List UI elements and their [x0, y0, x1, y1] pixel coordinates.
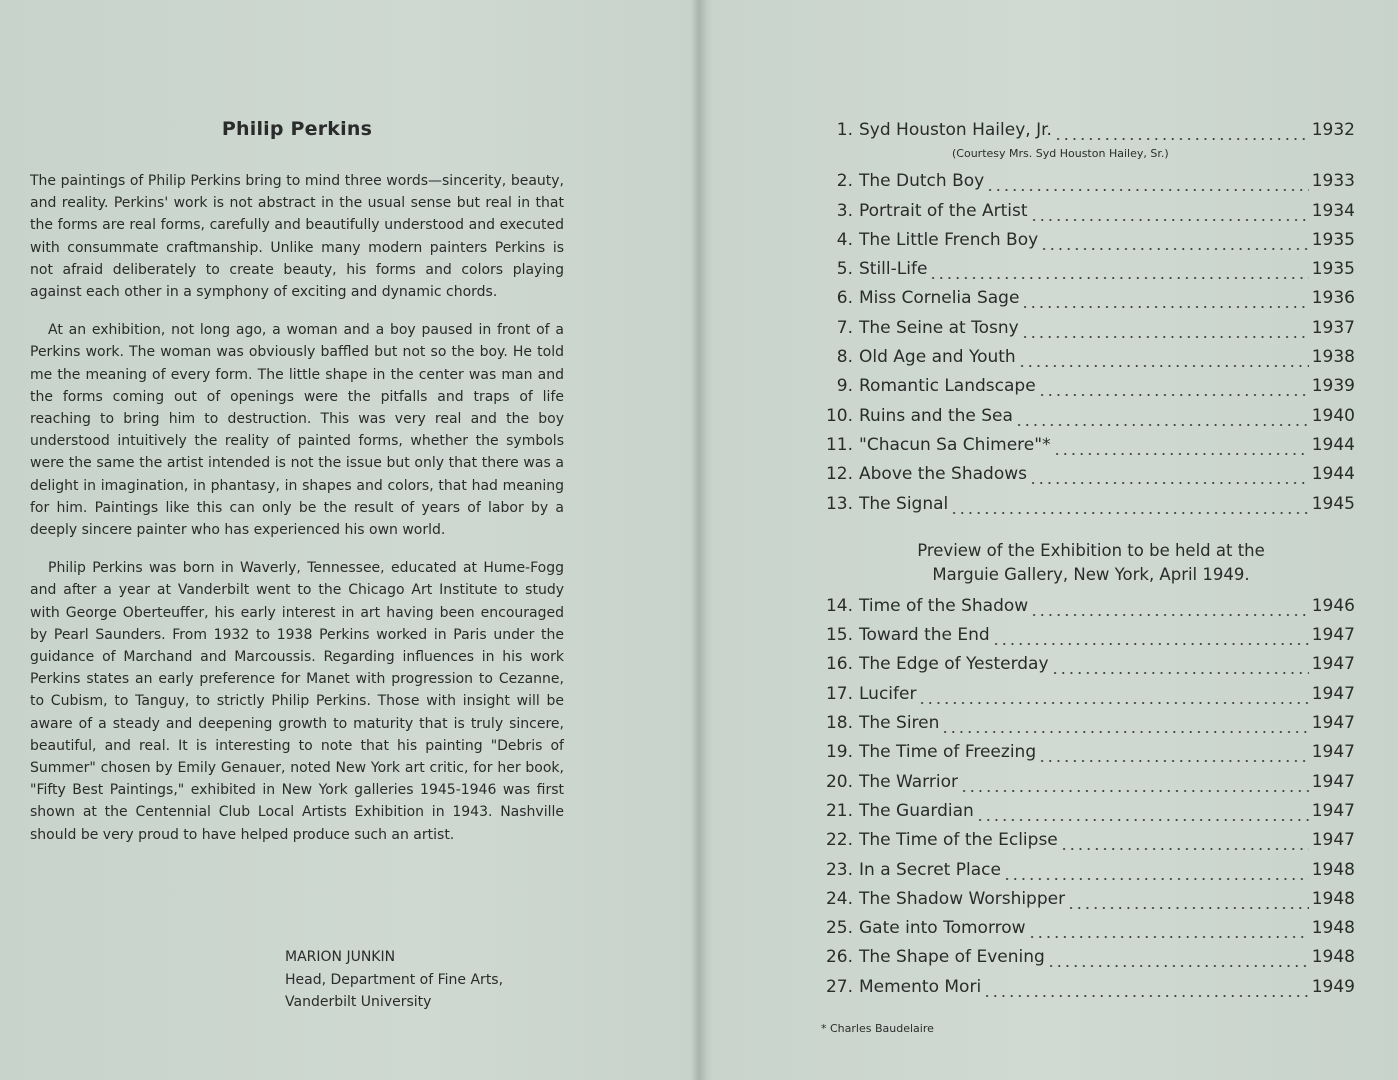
work-number: 15. [825, 625, 853, 646]
signature-name: MARION JUNKIN [285, 949, 396, 965]
work-number: 2. [836, 171, 853, 192]
work-number: 5. [836, 259, 853, 280]
work-title: Time of the Shadow [859, 595, 1029, 616]
work-number: 20. [825, 771, 853, 792]
work-title: Ruins and the Sea [859, 405, 1013, 426]
paragraph-anecdote: At an exhibition, not long ago, a woman and a boy paused in front of a Perkins work. The woman was obviously baffled but not so the boy. He told me the meaning of every form. The little shape in the center was man and the forms coming out of openings were the pitfalls and traps of life reaching to bring him to destruction. This was very real and the boy understood intuitively the reality of painted forms, whether the symbols were the same the artist intended is not the issue but only that there was a delight in imagination, in phantasy, in shapes and colors, that had meaning for him. Paintings like this can only be the result of years of labor by a deeply sincere painter who has experienced his own world. [30, 322, 564, 539]
work-year: 1947 [1311, 830, 1355, 851]
work-year: 1947 [1311, 683, 1355, 704]
paragraph-intro: The paintings of Philip Perkins bring to mind three words—sincerity, beauty, and reality. Perkins' work is not abstract in the usual sense but real in that the forms are real forms, carefully and beautifully understood and executed with consummate craftmanship. Unlike many modern painters Perkins is not afraid deliberately to create beauty, his forms and colors playing against each other in a symphony of exciting and dynamic chords. [30, 173, 564, 301]
list-item [817, 709, 1355, 738]
dot-leader [983, 973, 1309, 1002]
work-title: In a Secret Place [859, 859, 1001, 880]
list-item [817, 650, 1355, 679]
work-number: 6. [836, 288, 853, 309]
signature-block [285, 946, 503, 1014]
dot-leader [950, 490, 1309, 519]
dot-leader [1021, 314, 1309, 343]
work-year: 1933 [1311, 171, 1355, 192]
right-page [817, 116, 1355, 1035]
work-title: The Signal [859, 493, 949, 514]
work-year: 1939 [1311, 376, 1355, 397]
work-title: Romantic Landscape [859, 376, 1036, 397]
work-title: The Warrior [859, 771, 958, 792]
list-item [817, 914, 1355, 943]
dot-leader [1053, 431, 1309, 460]
footnote: * Charles Baudelaire [821, 1022, 934, 1036]
work-title: The Time of the Eclipse [859, 830, 1058, 851]
signature-role: Head, Department of Fine Arts, [285, 971, 504, 988]
work-title: Portrait of the Artist [859, 200, 1028, 221]
work-year: 1947 [1311, 625, 1355, 646]
work-title: Toward the End [859, 625, 990, 646]
list-item [817, 680, 1355, 709]
list-item [817, 943, 1355, 972]
work-number: 12. [825, 464, 853, 485]
list-item [817, 768, 1355, 797]
list-item [817, 738, 1355, 767]
list-item [817, 314, 1355, 343]
list-item [817, 973, 1355, 1002]
work-number: 27. [825, 976, 853, 997]
list-item [817, 885, 1355, 914]
work-title: The Time of Freezing [859, 742, 1037, 763]
dot-leader [1029, 460, 1309, 489]
work-year: 1935 [1311, 229, 1355, 250]
work-number: 21. [825, 800, 853, 821]
work-title: Memento Mori [859, 976, 982, 997]
work-title: The Guardian [859, 800, 974, 821]
dot-leader [1054, 116, 1309, 145]
dot-leader [918, 680, 1309, 709]
dot-leader [976, 797, 1309, 826]
list-item [817, 255, 1355, 284]
work-year: 1945 [1311, 493, 1355, 514]
works-list-a [817, 116, 1355, 519]
list-item [817, 116, 1355, 145]
dot-leader [1040, 226, 1309, 255]
work-number: 17. [825, 683, 853, 704]
work-year: 1948 [1311, 918, 1355, 939]
work-number: 24. [825, 888, 853, 909]
work-number: 26. [825, 947, 853, 968]
list-item [817, 460, 1355, 489]
work-year: 1935 [1311, 259, 1355, 280]
work-year: 1947 [1311, 713, 1355, 734]
work-year: 1944 [1311, 464, 1355, 485]
work-title: The Seine at Tosny [859, 317, 1019, 338]
dot-leader [986, 167, 1309, 196]
work-number: 25. [825, 918, 853, 939]
work-title: The Edge of Yesterday [859, 654, 1049, 675]
work-title: "Chacun Sa Chimere"* [859, 434, 1051, 455]
work-number: 1. [836, 120, 853, 140]
work-year: 1937 [1311, 317, 1355, 338]
work-number: 18. [825, 713, 853, 734]
work-number: 19. [825, 742, 853, 763]
work-number: 23. [825, 859, 853, 880]
list-item [817, 343, 1355, 372]
list-item [817, 592, 1355, 621]
dot-leader [1003, 856, 1309, 885]
work-year: 1947 [1311, 800, 1355, 821]
dot-leader [1051, 650, 1309, 679]
work-title: The Dutch Boy [859, 171, 985, 192]
work-year: 1949 [1311, 976, 1355, 997]
list-item [817, 490, 1355, 519]
dot-leader [1067, 885, 1309, 914]
dot-leader [1047, 943, 1309, 972]
work-year: 1948 [1311, 947, 1355, 968]
work-title: Still-Life [859, 259, 928, 280]
preview-heading [827, 539, 1355, 587]
work-year: 1947 [1311, 742, 1355, 763]
dot-leader [1021, 284, 1309, 313]
dot-leader [1030, 592, 1309, 621]
work-year: 1948 [1311, 859, 1355, 880]
work-title: Old Age and Youth [859, 347, 1016, 368]
work-title: The Little French Boy [859, 229, 1039, 250]
list-item [817, 826, 1355, 855]
list-item [817, 797, 1355, 826]
list-item [817, 402, 1355, 431]
dot-leader [1028, 914, 1309, 943]
preview-line-2: Marguie Gallery, New York, April 1949. [932, 564, 1250, 584]
work-number: 3. [836, 200, 853, 221]
work-year: 1948 [1311, 888, 1355, 909]
work-number: 4. [836, 229, 853, 250]
work-number: 8. [836, 347, 853, 368]
list-item [817, 856, 1355, 885]
work-year: 1932 [1311, 120, 1355, 140]
work-year: 1944 [1311, 434, 1355, 455]
work-title: Gate into Tomorrow [859, 918, 1026, 939]
works-list-b [817, 592, 1355, 1002]
list-item [817, 621, 1355, 650]
work-number: 16. [825, 654, 853, 675]
list-item [817, 226, 1355, 255]
list-item [817, 197, 1355, 226]
work-year: 1940 [1311, 405, 1355, 426]
list-item [817, 372, 1355, 401]
work-year: 1946 [1311, 595, 1355, 616]
courtesy-note: (Courtesy Mrs. Syd Houston Hailey, Sr.) [952, 147, 1169, 161]
work-title: The Shadow Worshipper [859, 888, 1066, 909]
work-title: Lucifer [859, 683, 917, 704]
dot-leader [941, 709, 1309, 738]
dot-leader [992, 621, 1309, 650]
page-title: Philip Perkins [221, 118, 373, 140]
work-number: 13. [825, 493, 853, 514]
list-item [817, 167, 1355, 196]
signature-institution: Vanderbilt University [285, 994, 432, 1010]
dot-leader [1038, 738, 1309, 767]
dot-leader [1038, 372, 1309, 401]
preview-line-1: Preview of the Exhibition to be held at the [917, 540, 1265, 560]
dot-leader [1015, 402, 1309, 431]
work-title: The Shape of Evening [859, 947, 1045, 968]
work-year: 1934 [1311, 200, 1355, 221]
work-year: 1936 [1311, 288, 1355, 309]
work-year: 1938 [1311, 347, 1355, 368]
work-year: 1947 [1311, 654, 1355, 675]
work-number: 10. [825, 405, 853, 426]
work-number: 9. [836, 376, 853, 397]
work-year: 1947 [1311, 771, 1355, 792]
work-title: Above the Shadows [859, 464, 1027, 485]
dot-leader [1018, 343, 1309, 372]
work-number: 22. [825, 830, 853, 851]
work-number: 7. [836, 317, 853, 338]
left-page [30, 118, 564, 862]
dot-leader [960, 768, 1309, 797]
work-title: Syd Houston Hailey, Jr. [859, 120, 1052, 140]
dot-leader [929, 255, 1309, 284]
page-fold [690, 0, 708, 1080]
list-item [817, 431, 1355, 460]
work-title: Miss Cornelia Sage [859, 288, 1020, 309]
list-item [817, 284, 1355, 313]
work-title: The Siren [859, 713, 940, 734]
work-number: 14. [825, 595, 853, 616]
work-number: 11. [825, 434, 853, 455]
dot-leader [1030, 197, 1309, 226]
paragraph-biography: Philip Perkins was born in Waverly, Tennessee, educated at Hume-Fogg and after a year at Vanderbilt went to the Chicago Art Institute to study with George Oberteuffer, his early interest in art having been encouraged by Pearl Saunders. From 1932 to 1938 Perkins worked in Paris under the guidance of Marchand and Marcoussis. Regarding influences in his work Perkins states an early preference for Manet with progression to Cezanne, to Cubism, to Tanguy, to strictly Philip Perkins. Those with insight will be aware of a steady and deepening growth to maturity that is truly sincere, beautiful, and real. It is interesting to note that his painting "Debris of Summer" chosen by Emily Genauer, noted New York art critic, for her book, "Fifty Best Paintings," exhibited in New York galleries 1945-1946 was first shown at the Centennial Club Local Artists Exhibition in 1943. Nashville should be very proud to have helped produce such an artist. [30, 560, 564, 843]
dot-leader [1060, 826, 1309, 855]
